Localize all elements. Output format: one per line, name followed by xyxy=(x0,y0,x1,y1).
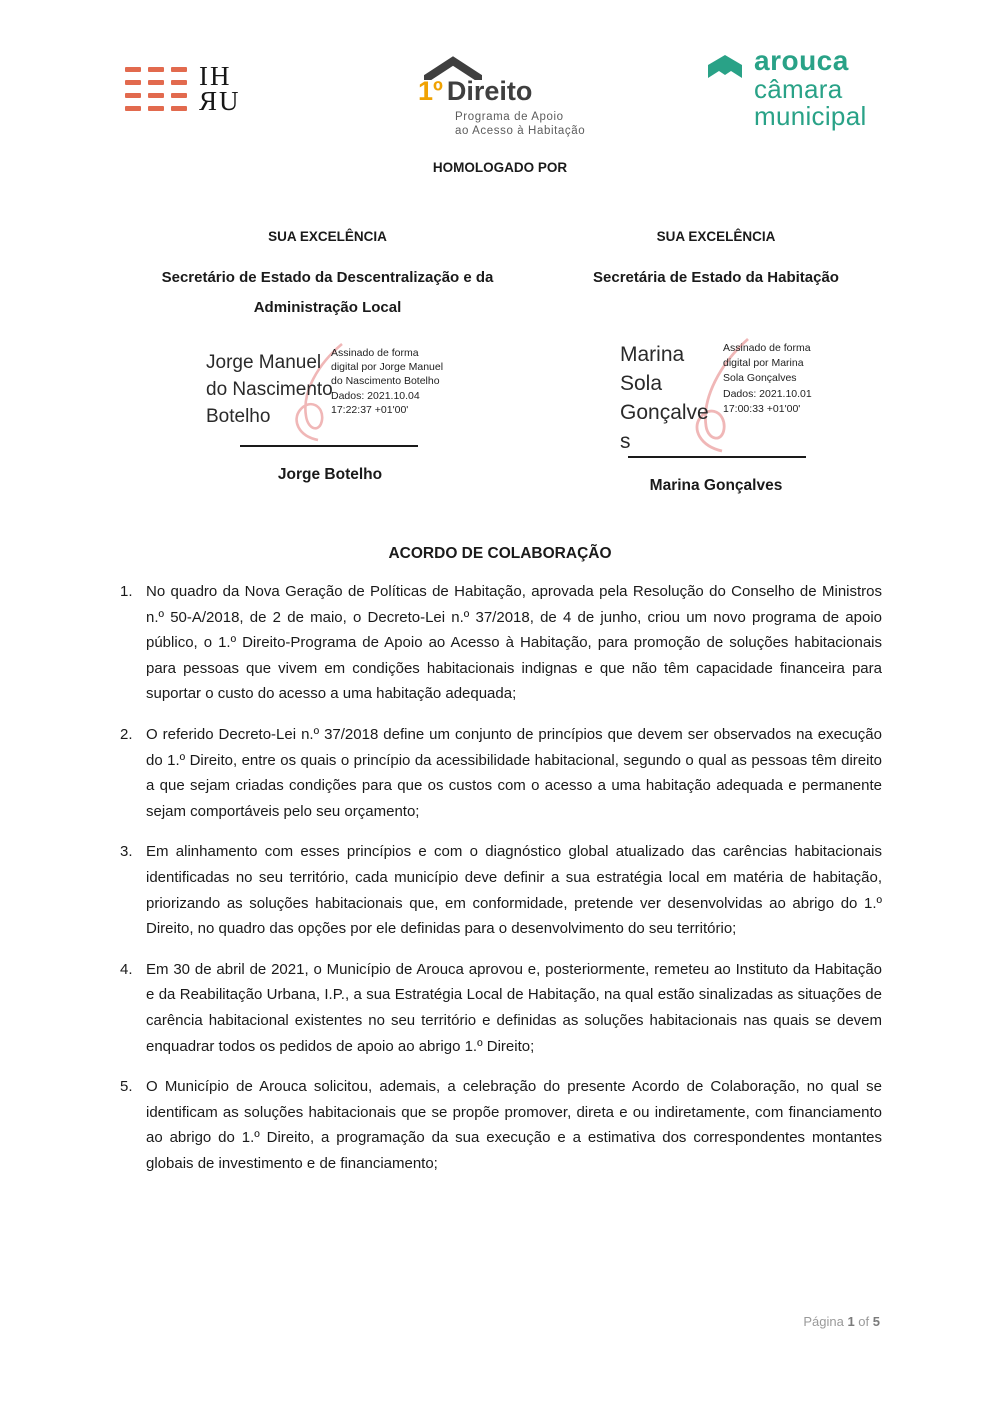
ihru-dashes-icon xyxy=(125,67,187,111)
item-number: 5. xyxy=(120,1078,133,1096)
item-number: 1. xyxy=(120,583,133,600)
item-text: Em 30 de abril de 2021, o Município de Arouca aprovou e, posteriormente, remeteu ao Instituto da Habitação e da Reabilitação Urbana, I.P., a sua Estratégia Local de Habitação, na qual estão sinalizadas as situações de carência habitacional existentes no seu território e definidas as soluções habitacionais nas quais se devem enquadrar todos os pedidos de apoio ao abrigo 1.º Direito; xyxy=(146,960,882,1055)
right-signatory-title: Secretária de Estado da Habitação xyxy=(593,269,839,286)
arouca-name: arouca xyxy=(754,45,849,76)
list-item xyxy=(120,579,882,707)
arouca-logo xyxy=(706,46,867,130)
footer-of-word: of xyxy=(858,1314,870,1329)
footer-total-pages: 5 xyxy=(872,1314,880,1329)
left-printed-name: Jorge Botelho xyxy=(277,466,383,483)
ihru-wordmark-top: IH xyxy=(199,61,232,91)
document-title: ACORDO DE COLABORAÇÃO xyxy=(388,545,612,562)
right-excelencia: SUA EXCELÊNCIA xyxy=(656,229,776,244)
direito-subtitle: Programa de Apoio ao Acesso à Habitação xyxy=(455,111,586,137)
list-item xyxy=(120,839,882,941)
footer-label: Página xyxy=(803,1314,844,1329)
item-text: O Município de Arouca solicitou, ademais, a celebração do presente Acordo de Colaboração, no qual se identificam as soluções habitacionais que se propõe promover, direta e ou indiretamente, com financiamento ao abrigo do 1.º Direito, a programação da sua execução e a estimativa dos correspondentes montantes globais de investimento e de financiamento; xyxy=(146,1078,882,1172)
ihru-logo xyxy=(125,61,241,116)
left-digital-signature-name: Jorge Manuel do Nascimento Botelho xyxy=(206,352,333,427)
footer-current-page: 1 xyxy=(847,1314,855,1329)
direito-name: Direito xyxy=(446,76,533,106)
mountain-icon xyxy=(706,52,744,80)
direito-wordmark xyxy=(418,76,585,107)
primeiro-direito-logo xyxy=(418,54,585,138)
roof-icon xyxy=(424,56,482,80)
right-signature-line xyxy=(628,456,806,458)
right-digital-signature-details: Assinado de forma digital por Marina Sola Gonçalves Dados: 2021.10.01 17:00:33 +01'00' xyxy=(723,342,812,415)
right-signatory-heading xyxy=(553,229,879,293)
item-number: 3. xyxy=(120,843,133,861)
item-number: 2. xyxy=(120,725,133,743)
right-printed-name: Marina Gonçalves xyxy=(649,477,783,494)
ihru-wordmark-bottom: ЯU xyxy=(199,86,241,116)
left-signature-line xyxy=(240,445,418,447)
list-item xyxy=(120,722,882,824)
left-signatory-heading xyxy=(130,229,525,323)
list-item xyxy=(120,1074,882,1176)
left-digital-signature-details: Assinado de forma digital por Jorge Manuel do Nascimento Botelho Dados: 2021.10.04 17:22:37 +01'00' xyxy=(331,347,444,416)
right-digital-signature-name: Marina Sola Gonçalves xyxy=(620,343,709,453)
item-text: No quadro da Nova Geração de Políticas de Habitação, aprovada pela Resolução do Conselho de Ministros n.º 50-A/2018, de 2 de maio, o Decreto-Lei n.º 37/2018, de 4 de junho, criou um novo programa de apoio público, o 1.º Direito-Programa de Apoio ao Acesso à Habitação, para promoção de soluções habitacionais para pessoas que vivem em condições habitacionais indignas e que não têm capacidade financeira para suportar o custo do acesso a uma habitação adequada; xyxy=(146,583,882,703)
arouca-wordmark: arouca câmara municipal xyxy=(754,45,867,131)
clauses-list xyxy=(120,579,882,1191)
page-number-footer xyxy=(803,1314,880,1329)
item-number: 4. xyxy=(120,960,133,978)
direito-numeral: 1º xyxy=(418,76,443,106)
list-item xyxy=(120,957,882,1059)
left-excelencia: SUA EXCELÊNCIA xyxy=(268,229,387,244)
left-signatory-title: Secretário de Estado da Descentralização e da Administração Local xyxy=(161,269,494,316)
homologado-heading: HOMOLOGADO POR xyxy=(432,160,568,175)
ihru-wordmark xyxy=(199,61,241,116)
item-text: Em alinhamento com esses princípios e com o diagnóstico global atualizado das carências habitacionais identificadas no seu território, cada município deve definir a sua estratégia local em matéria de habitação, priorizando as soluções habitacionais que, em conformidade, pretende ver desenvolvidas ao abrigo do 1.º Direito, no quadro das opções por ele definidas para o desenvolvimento do seu território; xyxy=(146,843,882,938)
item-text: O referido Decreto-Lei n.º 37/2018 define um conjunto de princípios que devem ser observados na execução do 1.º Direito, entre os quais o princípio da acessibilidade habitacional, segundo o qual as pessoas têm direito a que sejam criadas condições para que os custos com o acesso a uma habitação adequada e permanente sejam comportáveis pelo seu orçamento; xyxy=(146,725,882,820)
